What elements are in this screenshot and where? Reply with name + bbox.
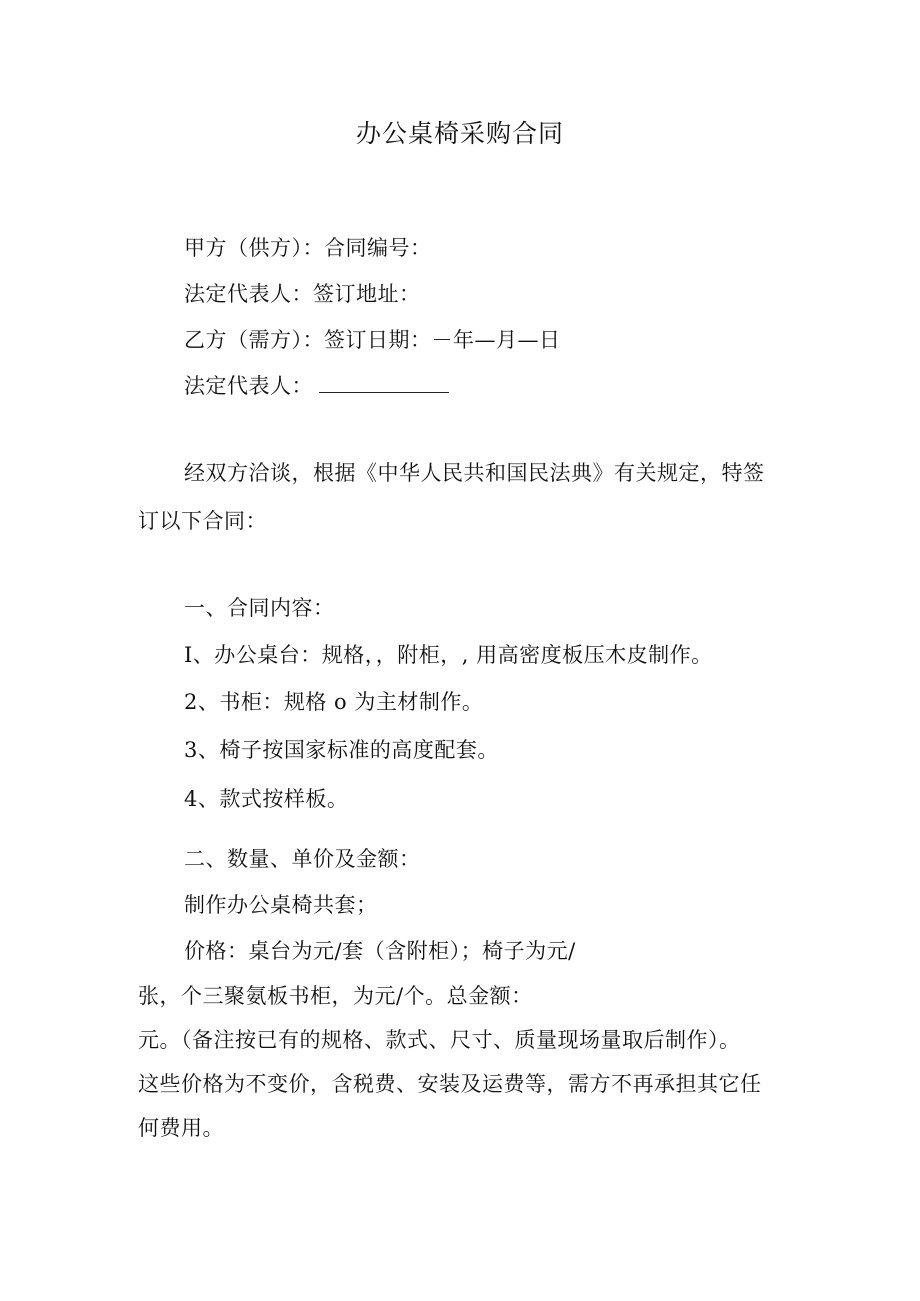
signature-blank <box>319 374 449 393</box>
section-2-line-1: 制作办公桌椅共套； <box>184 893 378 917</box>
section-1-item-1: I、办公桌台：规格，，附柜，, 用高密度板压木皮制作。 <box>184 643 713 667</box>
document-title: 办公桌椅采购合同 <box>355 119 564 148</box>
section-2-line-4: 元。（备注按已有的规格、款式、尺寸、质量现场量取后制作）。 <box>138 1028 741 1052</box>
section-1-item-4: 4、款式按样板。 <box>184 787 349 811</box>
party-a-line: 甲方（供方）：合同编号： <box>184 236 432 260</box>
preamble-line-1: 经双方洽谈，根据《中华人民共和国民法典》有关规定，特签 <box>184 461 765 485</box>
section-1-heading: 一、合同内容： <box>184 596 335 620</box>
section-2-line-3: 张，个三聚氨板书柜，为元/个。总金额： <box>138 984 533 1008</box>
section-1-item-3: 3、椅子按国家标准的高度配套。 <box>184 738 499 762</box>
preamble-line-2: 订以下合同： <box>138 509 267 533</box>
section-2-heading: 二、数量、单价及金额： <box>184 847 421 871</box>
party-b-line: 乙方（需方）：签订日期：－年—月—日 <box>184 328 561 352</box>
section-2-line-5: 这些价格为不变价，含税费、安装及运费等，需方不再承担其它任 <box>138 1072 762 1096</box>
section-1-item-2: 2、书柜：规格 o 为主材制作。 <box>184 690 484 714</box>
section-2-line-6: 何费用。 <box>138 1116 224 1140</box>
legal-rep-b-label: 法定代表人： <box>184 374 313 398</box>
section-2-line-2: 价格：桌台为元/套（含附柜）；椅子为元/ <box>184 939 576 963</box>
legal-rep-a-line: 法定代表人：签订地址： <box>184 282 421 306</box>
legal-rep-b-line <box>184 373 449 399</box>
